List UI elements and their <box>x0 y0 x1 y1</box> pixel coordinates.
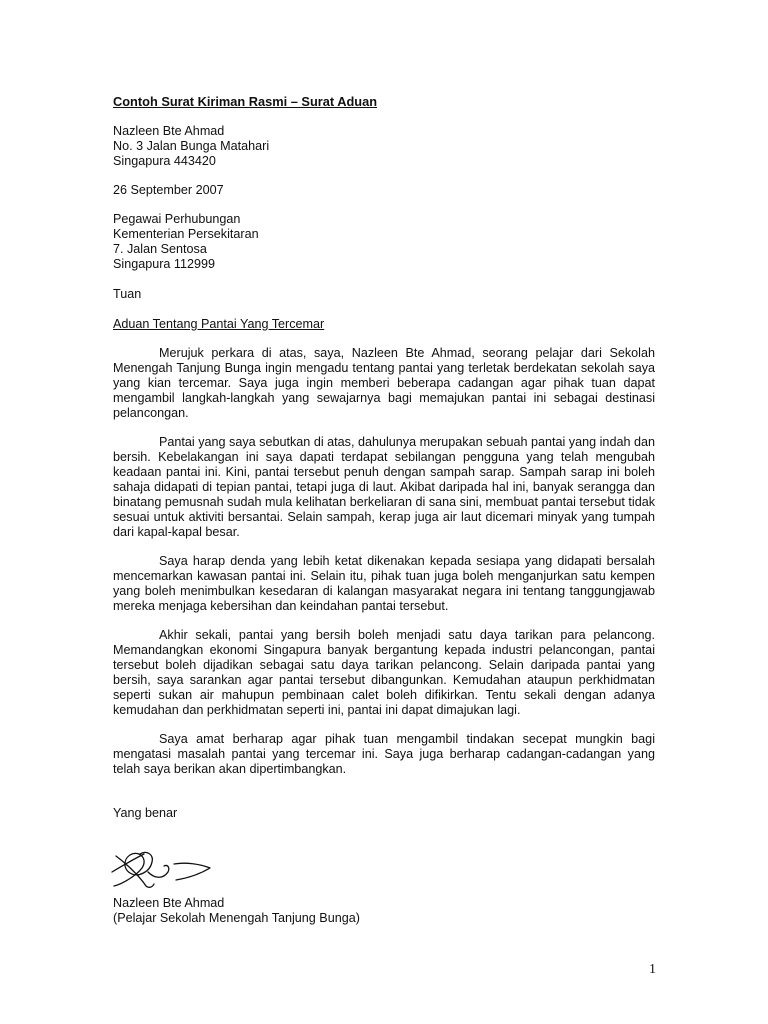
body-paragraph-3: Saya harap denda yang lebih ketat dikenakan kepada sesiapa yang didapati bersalah mencemarkan kawasan pantai ini. Selain itu, pihak tuan juga boleh menganjurkan satu kempen yang boleh menimbulkan kesedaran di kalangan masyarakat negara ini tentang tanggungjawab mereka menjaga kebersihan dan keindahan pantai tersebut. <box>113 554 655 613</box>
body-paragraph-1: Merujuk perkara di atas, saya, Nazleen Bte Ahmad, seorang pelajar dari Sekolah Menengah Tanjung Bunga ingin mengadu tentang pantai yang terletak berdekatan sekolah saya yang kian tercemar. Saya juga ingin memberi beberapa cadangan agar pihak tuan dapat mengambil langkah-langkah yang sewajarnya bagi memajukan pantai ini sebagai destinasi pelancongan. <box>113 346 655 420</box>
body-paragraph-4: Akhir sekali, pantai yang bersih boleh menjadi satu daya tarikan para pelancong. Memandangkan ekonomi Singapura banyak bergantung kepada industri pelancongan, pantai tersebut boleh dijadikan sebagai satu daya tarikan pelancong. Selain daripada pantai yang bersih, saya sarankan agar pantai tersebut dibangunkan. Kemudahan ataupun perkhidmatan seperti sukan air mahupun pembinaan calet boleh difikirkan. Tentu sekali dengan adanya kemudahan dan perkhidmatan seperti ini, pantai ini dapat dimajukan lagi. <box>113 628 655 717</box>
sender-address-line2: Singapura 443420 <box>113 154 216 168</box>
handwritten-signature-icon <box>108 842 220 890</box>
recipient-line2: Kementerian Persekitaran <box>113 227 259 241</box>
recipient-line3: 7. Jalan Sentosa <box>113 242 207 256</box>
signatory-name: Nazleen Bte Ahmad <box>113 896 225 910</box>
signatory-block <box>113 896 673 926</box>
closing-phrase: Yang benar <box>113 806 178 820</box>
subject-line: Aduan Tentang Pantai Yang Tercemar <box>113 317 325 331</box>
body-paragraph-5: Saya amat berharap agar pihak tuan mengambil tindakan secepat mungkin bagi mengatasi masalah pantai yang tercemar ini. Saya juga berharap cadangan-cadangan yang telah saya berikan akan dipertimbangkan. <box>113 732 655 776</box>
sender-name: Nazleen Bte Ahmad <box>113 124 225 138</box>
page-number: 1 <box>649 962 656 977</box>
recipient-line4: Singapura 112999 <box>113 257 216 271</box>
salutation: Tuan <box>113 287 142 301</box>
sender-address-line1: No. 3 Jalan Bunga Matahari <box>113 139 270 153</box>
signatory-designation: (Pelajar Sekolah Menengah Tanjung Bunga) <box>113 911 360 925</box>
letter-date: 26 September 2007 <box>113 183 224 197</box>
document-title: Contoh Surat Kiriman Rasmi – Surat Aduan <box>113 94 378 109</box>
body-paragraph-2: Pantai yang saya sebutkan di atas, dahulunya merupakan sebuah pantai yang indah dan bersih. Kebelakangan ini saya dapati terdapat sebilangan pengguna yang telah mengubah keadaan pantai ini. Kini, pantai tersebut penuh dengan sampah sarap. Sampah sarap ini boleh sahaja didapati di tepian pantai, tetapi juga di laut. Akibat daripada hal ini, banyak serangga dan binatang pemusnah sudah mula kelihatan berkeliaran di sana sini, membuat pantai tersebut tidak sesuai untuk aktiviti bersantai. Selain sampah, kerap juga air laut dicemari minyak yang tumpah dari kapal-kapal besar. <box>113 435 655 539</box>
sender-address <box>113 124 673 169</box>
recipient-line1: Pegawai Perhubungan <box>113 212 241 226</box>
recipient-address <box>113 212 673 272</box>
